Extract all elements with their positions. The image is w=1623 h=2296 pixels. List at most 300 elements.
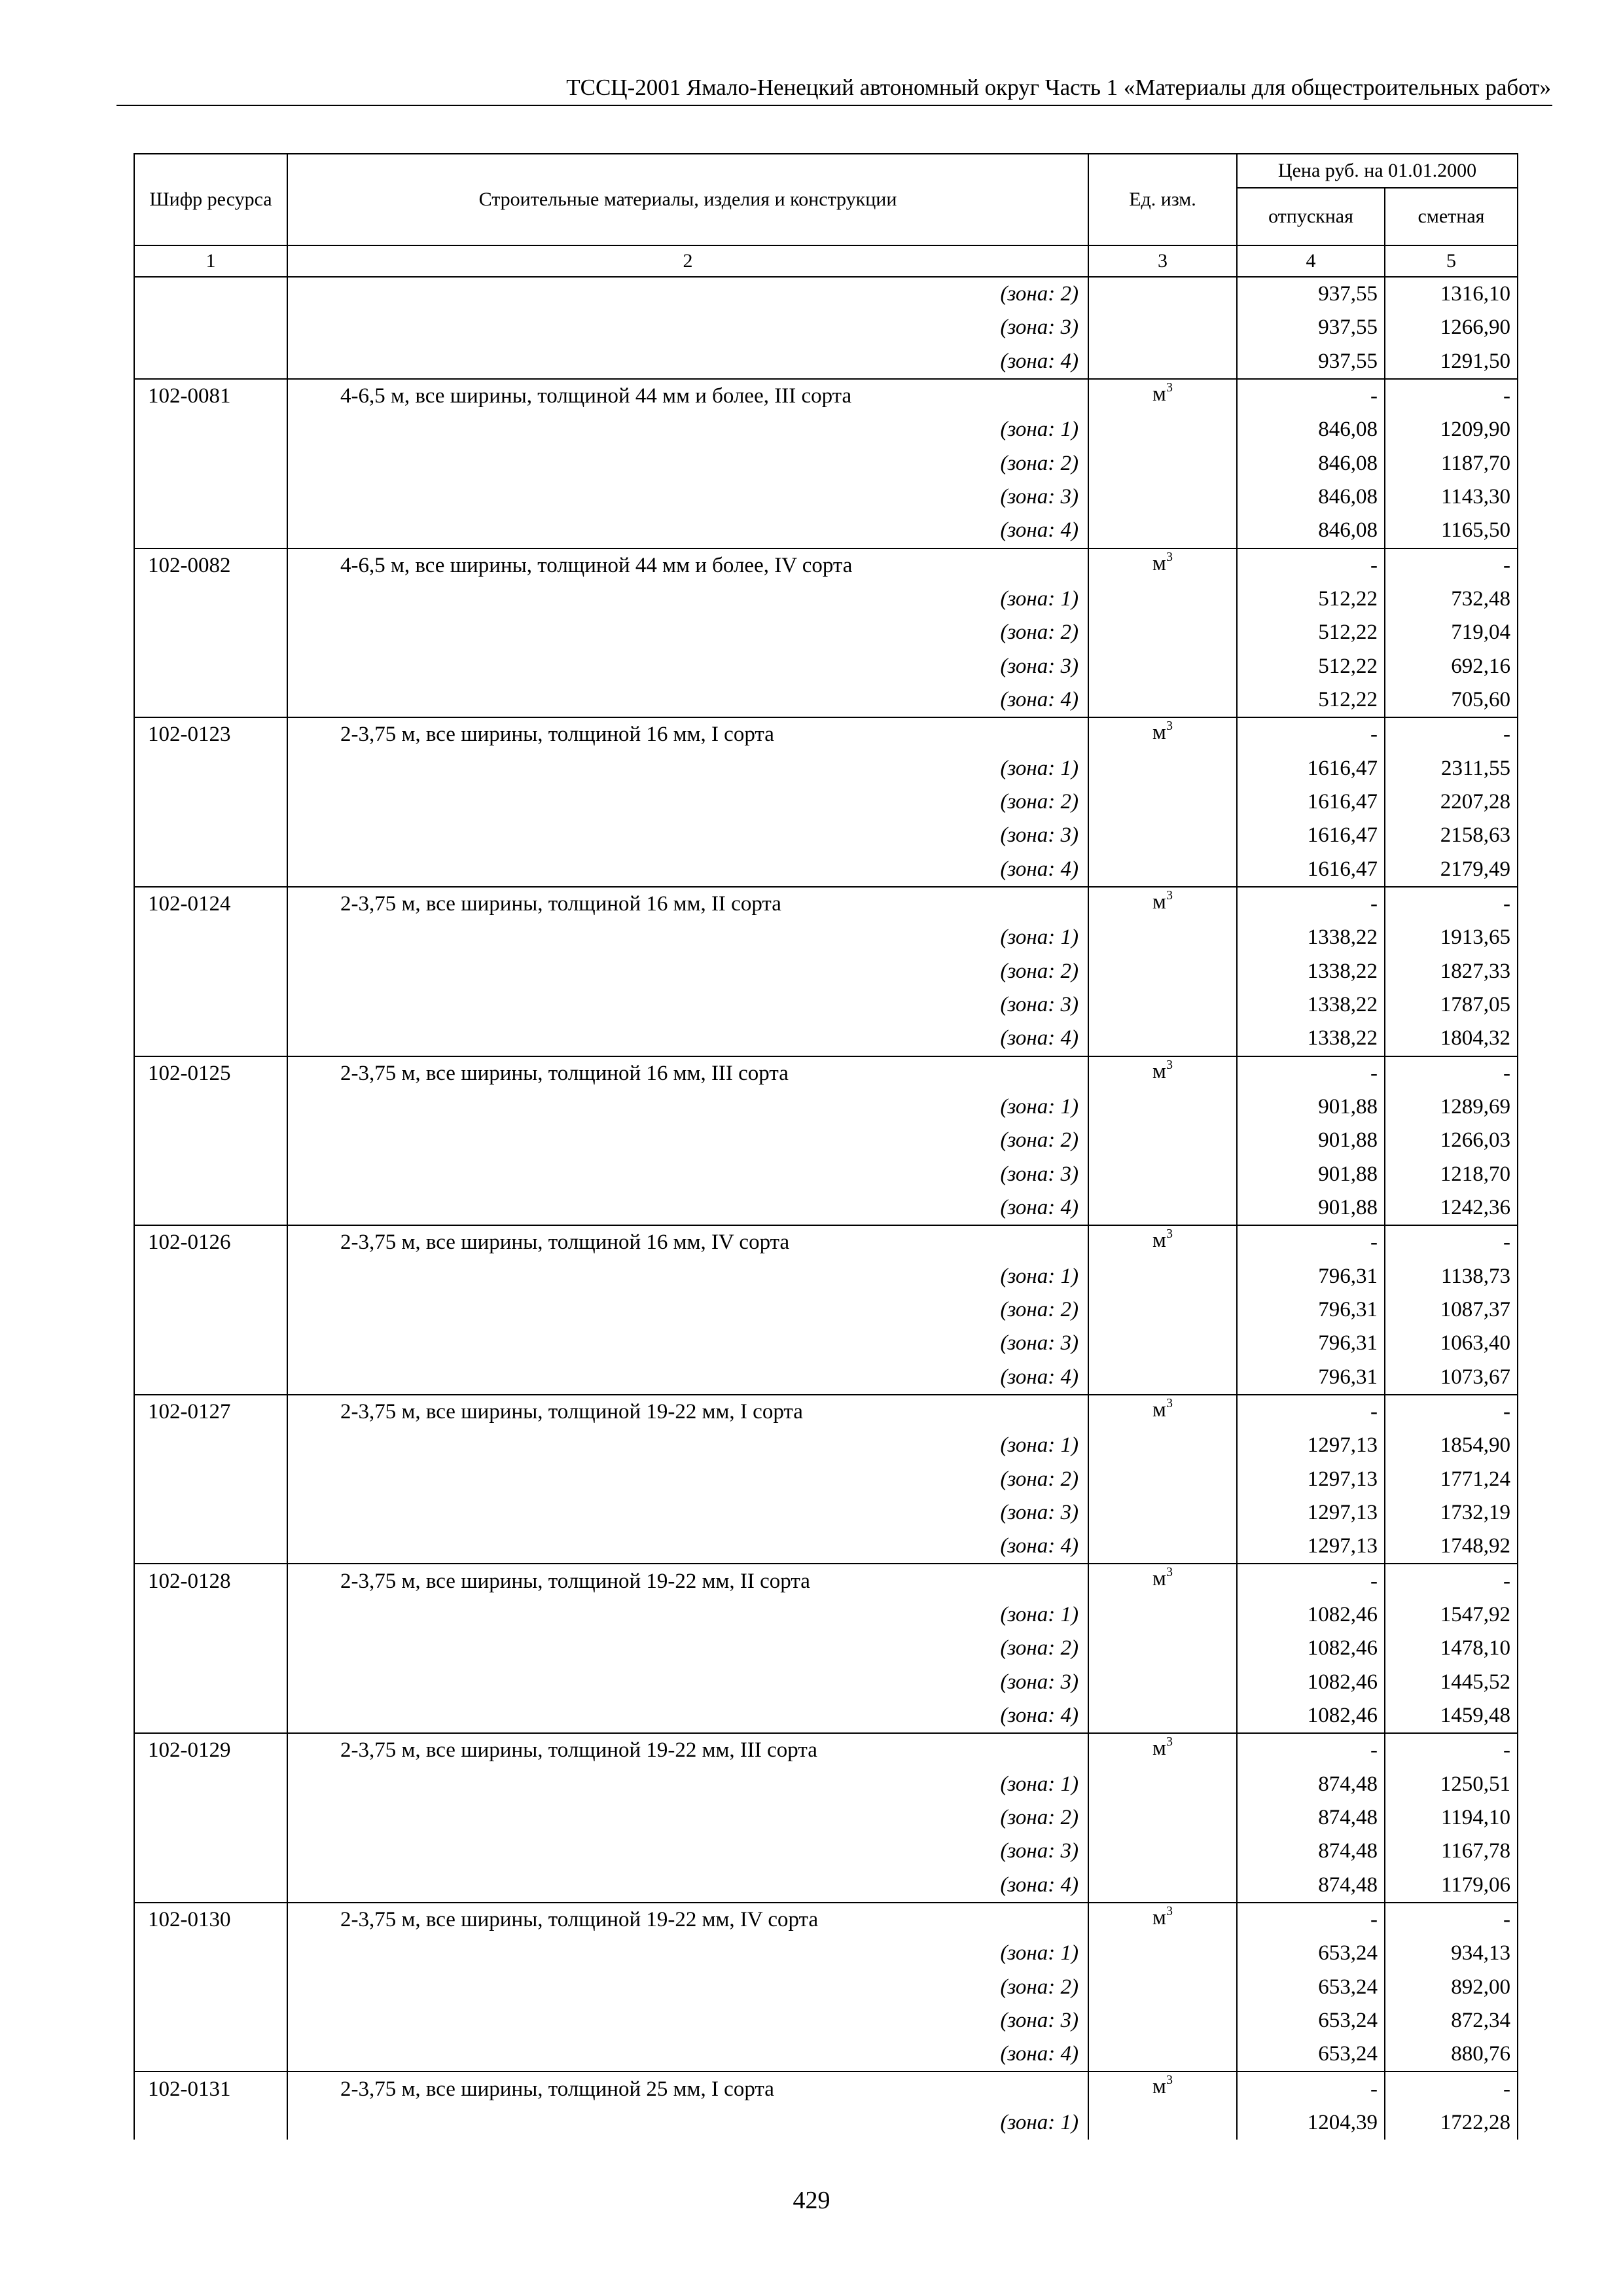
code-cell <box>134 2004 287 2037</box>
release-price: 874,48 <box>1237 1868 1385 1902</box>
estimate-price: 872,34 <box>1385 2004 1518 2037</box>
zone-row <box>134 1260 1518 1293</box>
col-header-name: Строительные материалы, изделия и конструкции <box>287 154 1088 245</box>
resource-unit <box>1088 1733 1237 1767</box>
unit-cell <box>1088 853 1237 887</box>
unit-cell <box>1088 1158 1237 1191</box>
code-cell <box>134 1124 287 1157</box>
zone-row <box>134 1090 1518 1124</box>
zone-label: (зона: 1) <box>287 921 1088 954</box>
resource-name: 2-3,75 м, все ширины, толщиной 16 мм, I сорта <box>287 717 1088 751</box>
resource-row <box>134 1056 1518 1090</box>
estimate-price: 1732,19 <box>1385 1496 1518 1530</box>
estimate-price: 1316,10 <box>1385 277 1518 311</box>
resource-code: 102-0123 <box>134 717 287 751</box>
zone-label: (зона: 1) <box>287 1090 1088 1124</box>
code-cell <box>134 1835 287 1868</box>
release-price: - <box>1237 1903 1385 1937</box>
resource-code: 102-0124 <box>134 887 287 921</box>
zone-label: (зона: 3) <box>287 1327 1088 1360</box>
resource-code: 102-0125 <box>134 1056 287 1090</box>
resource-unit <box>1088 1903 1237 1937</box>
estimate-price: - <box>1385 379 1518 413</box>
estimate-price: 1547,92 <box>1385 1598 1518 1632</box>
zone-row <box>134 921 1518 954</box>
zone-label: (зона: 3) <box>287 650 1088 683</box>
unit-cell <box>1088 447 1237 480</box>
estimate-price: - <box>1385 1733 1518 1767</box>
unit-base: м <box>1152 889 1166 914</box>
code-cell <box>134 616 287 649</box>
zone-row <box>134 1158 1518 1191</box>
unit-cell <box>1088 1260 1237 1293</box>
zone-row <box>134 2004 1518 2037</box>
release-price: 1082,46 <box>1237 1598 1385 1632</box>
code-cell <box>134 1868 287 1902</box>
code-cell <box>134 277 287 311</box>
estimate-price: 1478,10 <box>1385 1632 1518 1665</box>
zone-row <box>134 1632 1518 1665</box>
zone-row <box>134 1801 1518 1835</box>
resource-row <box>134 717 1518 751</box>
code-cell <box>134 955 287 988</box>
col-number-4: 4 <box>1237 245 1385 277</box>
resource-row <box>134 2072 1518 2106</box>
release-price: - <box>1237 379 1385 413</box>
zone-label: (зона: 3) <box>287 1496 1088 1530</box>
resource-code: 102-0129 <box>134 1733 287 1767</box>
release-price: 1297,13 <box>1237 1429 1385 1462</box>
code-cell <box>134 1462 287 1496</box>
zone-row <box>134 311 1518 344</box>
unit-cell <box>1088 1496 1237 1530</box>
unit-exponent: 3 <box>1166 549 1173 564</box>
estimate-price: - <box>1385 1056 1518 1090</box>
release-price: 1297,13 <box>1237 1462 1385 1496</box>
release-price: - <box>1237 887 1385 921</box>
estimate-price: - <box>1385 1395 1518 1429</box>
unit-cell <box>1088 2004 1237 2037</box>
release-price: 846,08 <box>1237 514 1385 548</box>
code-cell <box>134 1293 287 1327</box>
code-cell <box>134 1632 287 1665</box>
code-cell <box>134 1496 287 1530</box>
code-cell <box>134 1801 287 1835</box>
estimate-price: 1459,48 <box>1385 1699 1518 1733</box>
resource-code: 102-0127 <box>134 1395 287 1429</box>
unit-cell <box>1088 819 1237 852</box>
unit-cell <box>1088 1124 1237 1157</box>
zone-row <box>134 514 1518 548</box>
release-price: 1297,13 <box>1237 1496 1385 1530</box>
resource-unit <box>1088 2072 1237 2106</box>
zone-label: (зона: 3) <box>287 988 1088 1022</box>
unit-cell <box>1088 583 1237 616</box>
resource-unit <box>1088 1564 1237 1598</box>
estimate-price: - <box>1385 2072 1518 2106</box>
unit-cell <box>1088 1293 1237 1327</box>
estimate-price: 692,16 <box>1385 650 1518 683</box>
estimate-price: 1242,36 <box>1385 1191 1518 1225</box>
resource-name: 2-3,75 м, все ширины, толщиной 19-22 мм, III сорта <box>287 1733 1088 1767</box>
code-cell <box>134 819 287 852</box>
zone-label: (зона: 2) <box>287 1801 1088 1835</box>
release-price: 1082,46 <box>1237 1699 1385 1733</box>
zone-label: (зона: 3) <box>287 1158 1088 1191</box>
zone-label: (зона: 4) <box>287 1530 1088 1564</box>
col-header-unit: Ед. изм. <box>1088 154 1237 245</box>
release-price: - <box>1237 1225 1385 1259</box>
estimate-price: - <box>1385 548 1518 583</box>
unit-cell <box>1088 921 1237 954</box>
code-cell <box>134 1022 287 1056</box>
release-price: 796,31 <box>1237 1260 1385 1293</box>
code-cell <box>134 1767 287 1801</box>
estimate-price: 1771,24 <box>1385 1462 1518 1496</box>
resource-unit <box>1088 717 1237 751</box>
release-price: 512,22 <box>1237 616 1385 649</box>
resource-unit <box>1088 379 1237 413</box>
resource-row <box>134 887 1518 921</box>
zone-label: (зона: 1) <box>287 1598 1088 1632</box>
unit-cell <box>1088 2037 1237 2072</box>
zone-label: (зона: 1) <box>287 1429 1088 1462</box>
zone-row <box>134 1022 1518 1056</box>
resource-unit <box>1088 1056 1237 1090</box>
unit-cell <box>1088 955 1237 988</box>
code-cell <box>134 1090 287 1124</box>
release-price: 796,31 <box>1237 1361 1385 1395</box>
estimate-price: 1087,37 <box>1385 1293 1518 1327</box>
zone-label: (зона: 3) <box>287 819 1088 852</box>
resource-name: 2-3,75 м, все ширины, толщиной 25 мм, I сорта <box>287 2072 1088 2106</box>
zone-row <box>134 1462 1518 1496</box>
code-cell <box>134 683 287 717</box>
code-cell <box>134 1191 287 1225</box>
resource-name: 2-3,75 м, все ширины, толщиной 16 мм, III сорта <box>287 1056 1088 1090</box>
zone-row <box>134 683 1518 717</box>
unit-cell <box>1088 1090 1237 1124</box>
release-price: 846,08 <box>1237 480 1385 514</box>
unit-cell <box>1088 1530 1237 1564</box>
release-price: 1338,22 <box>1237 1022 1385 1056</box>
unit-cell <box>1088 1632 1237 1665</box>
release-price: 1616,47 <box>1237 819 1385 852</box>
release-price: 1204,39 <box>1237 2106 1385 2140</box>
zone-row <box>134 1124 1518 1157</box>
unit-exponent: 3 <box>1166 719 1173 734</box>
resource-name: 2-3,75 м, все ширины, толщиной 19-22 мм, II сорта <box>287 1564 1088 1598</box>
code-cell <box>134 1665 287 1698</box>
estimate-price: 1827,33 <box>1385 955 1518 988</box>
zone-label: (зона: 2) <box>287 616 1088 649</box>
zone-label: (зона: 2) <box>287 1462 1088 1496</box>
code-cell <box>134 583 287 616</box>
code-cell <box>134 1598 287 1632</box>
zone-row <box>134 1767 1518 1801</box>
estimate-price: 1187,70 <box>1385 447 1518 480</box>
zone-label: (зона: 2) <box>287 447 1088 480</box>
estimate-price: 732,48 <box>1385 583 1518 616</box>
resource-code: 102-0081 <box>134 379 287 413</box>
unit-cell <box>1088 616 1237 649</box>
unit-cell <box>1088 1868 1237 1902</box>
estimate-price: 2158,63 <box>1385 819 1518 852</box>
code-cell <box>134 413 287 446</box>
zone-label: (зона: 4) <box>287 345 1088 379</box>
zone-row <box>134 1191 1518 1225</box>
zone-label: (зона: 4) <box>287 1699 1088 1733</box>
code-cell <box>134 2106 287 2140</box>
running-header: ТССЦ-2001 Ямало-Ненецкий автономный округ Часть 1 «Материалы для общестроительных работ» <box>566 75 1551 100</box>
zone-row <box>134 785 1518 819</box>
unit-base: м <box>1152 721 1166 745</box>
release-price: 874,48 <box>1237 1835 1385 1868</box>
release-price: 846,08 <box>1237 447 1385 480</box>
release-price: 512,22 <box>1237 683 1385 717</box>
zone-label: (зона: 1) <box>287 583 1088 616</box>
unit-base: м <box>1152 1567 1166 1591</box>
resource-code: 102-0126 <box>134 1225 287 1259</box>
unit-cell <box>1088 785 1237 819</box>
col-number-1: 1 <box>134 245 287 277</box>
resource-row <box>134 1564 1518 1598</box>
col-header-estimate: сметная <box>1385 188 1518 245</box>
unit-cell <box>1088 1970 1237 2003</box>
unit-exponent: 3 <box>1166 2073 1173 2088</box>
code-cell <box>134 1530 287 1564</box>
code-cell <box>134 1260 287 1293</box>
code-cell <box>134 1429 287 1462</box>
zone-label: (зона: 4) <box>287 853 1088 887</box>
code-cell <box>134 853 287 887</box>
zone-row <box>134 853 1518 887</box>
zone-label: (зона: 1) <box>287 752 1088 785</box>
zone-row <box>134 1868 1518 1902</box>
zone-label: (зона: 1) <box>287 1767 1088 1801</box>
release-price: 937,55 <box>1237 277 1385 311</box>
resource-name: 4-6,5 м, все ширины, толщиной 44 мм и более, IV сорта <box>287 548 1088 583</box>
unit-exponent: 3 <box>1166 1565 1173 1580</box>
zone-label: (зона: 4) <box>287 1022 1088 1056</box>
resource-name: 2-3,75 м, все ширины, толщиной 19-22 мм, IV сорта <box>287 1903 1088 1937</box>
resource-row <box>134 1225 1518 1259</box>
zone-row <box>134 1530 1518 1564</box>
estimate-price: 1250,51 <box>1385 1767 1518 1801</box>
estimate-price: 934,13 <box>1385 1937 1518 1970</box>
code-cell <box>134 447 287 480</box>
unit-cell <box>1088 1767 1237 1801</box>
resource-code: 102-0131 <box>134 2072 287 2106</box>
estimate-price: 1138,73 <box>1385 1260 1518 1293</box>
release-price: 937,55 <box>1237 311 1385 344</box>
estimate-price: 1913,65 <box>1385 921 1518 954</box>
release-price: - <box>1237 717 1385 751</box>
release-price: - <box>1237 1395 1385 1429</box>
unit-cell <box>1088 1598 1237 1632</box>
estimate-price: - <box>1385 1564 1518 1598</box>
estimate-price: - <box>1385 1903 1518 1937</box>
col-header-release: отпускная <box>1237 188 1385 245</box>
zone-label: (зона: 2) <box>287 785 1088 819</box>
release-price: - <box>1237 1733 1385 1767</box>
zone-row <box>134 1496 1518 1530</box>
unit-base: м <box>1152 2075 1166 2099</box>
estimate-price: 1218,70 <box>1385 1158 1518 1191</box>
release-price: 796,31 <box>1237 1327 1385 1360</box>
estimate-price: 1194,10 <box>1385 1801 1518 1835</box>
release-price: 846,08 <box>1237 413 1385 446</box>
code-cell <box>134 514 287 548</box>
unit-cell <box>1088 1191 1237 1225</box>
estimate-price: 2207,28 <box>1385 785 1518 819</box>
estimate-price: 1143,30 <box>1385 480 1518 514</box>
unit-exponent: 3 <box>1166 1057 1173 1072</box>
zone-label: (зона: 2) <box>287 1124 1088 1157</box>
page-number: 429 <box>793 2187 830 2214</box>
release-price: 1338,22 <box>1237 988 1385 1022</box>
unit-cell <box>1088 514 1237 548</box>
resource-code: 102-0082 <box>134 548 287 583</box>
code-cell <box>134 480 287 514</box>
zone-row <box>134 1699 1518 1733</box>
zone-row <box>134 413 1518 446</box>
estimate-price: 880,76 <box>1385 2037 1518 2072</box>
zone-row <box>134 2106 1518 2140</box>
resource-unit <box>1088 548 1237 583</box>
resource-price-table <box>134 153 1518 2140</box>
estimate-price: - <box>1385 717 1518 751</box>
unit-cell <box>1088 345 1237 379</box>
release-price: 653,24 <box>1237 2004 1385 2037</box>
resource-code: 102-0128 <box>134 1564 287 1598</box>
estimate-price: 1209,90 <box>1385 413 1518 446</box>
estimate-price: 1854,90 <box>1385 1429 1518 1462</box>
unit-base: м <box>1152 551 1166 575</box>
zone-label: (зона: 4) <box>287 1868 1088 1902</box>
zone-row <box>134 616 1518 649</box>
zone-row <box>134 650 1518 683</box>
zone-label: (зона: 2) <box>287 277 1088 311</box>
unit-base: м <box>1152 1059 1166 1083</box>
code-cell <box>134 1970 287 2003</box>
resource-unit <box>1088 887 1237 921</box>
release-price: 653,24 <box>1237 1937 1385 1970</box>
zone-row <box>134 1835 1518 1868</box>
release-price: 901,88 <box>1237 1124 1385 1157</box>
estimate-price: 1167,78 <box>1385 1835 1518 1868</box>
zone-row <box>134 1970 1518 2003</box>
zone-label: (зона: 3) <box>287 480 1088 514</box>
code-cell <box>134 752 287 785</box>
zone-label: (зона: 4) <box>287 1361 1088 1395</box>
estimate-price: - <box>1385 887 1518 921</box>
release-price: 1082,46 <box>1237 1632 1385 1665</box>
zone-row <box>134 583 1518 616</box>
estimate-price: 1165,50 <box>1385 514 1518 548</box>
col-number-3: 3 <box>1088 245 1237 277</box>
release-price: 874,48 <box>1237 1801 1385 1835</box>
release-price: 512,22 <box>1237 650 1385 683</box>
unit-cell <box>1088 1665 1237 1698</box>
resource-unit <box>1088 1225 1237 1259</box>
unit-cell <box>1088 413 1237 446</box>
resource-row <box>134 379 1518 413</box>
estimate-price: 1748,92 <box>1385 1530 1518 1564</box>
code-cell <box>134 1361 287 1395</box>
unit-cell <box>1088 1801 1237 1835</box>
release-price: 1616,47 <box>1237 853 1385 887</box>
unit-cell <box>1088 1699 1237 1733</box>
unit-exponent: 3 <box>1166 1227 1173 1242</box>
estimate-price: - <box>1385 1225 1518 1259</box>
unit-exponent: 3 <box>1166 380 1173 395</box>
zone-label: (зона: 3) <box>287 1665 1088 1698</box>
code-cell <box>134 2037 287 2072</box>
estimate-price: 1266,03 <box>1385 1124 1518 1157</box>
estimate-price: 1289,69 <box>1385 1090 1518 1124</box>
resource-row <box>134 1903 1518 1937</box>
code-cell <box>134 1158 287 1191</box>
unit-base: м <box>1152 1736 1166 1761</box>
unit-exponent: 3 <box>1166 1903 1173 1918</box>
resource-name: 4-6,5 м, все ширины, толщиной 44 мм и более, III сорта <box>287 379 1088 413</box>
estimate-price: 892,00 <box>1385 1970 1518 2003</box>
unit-cell <box>1088 277 1237 311</box>
unit-cell <box>1088 480 1237 514</box>
unit-base: м <box>1152 1229 1166 1253</box>
release-price: - <box>1237 2072 1385 2106</box>
col-header-price-group: Цена руб. на 01.01.2000 <box>1237 154 1518 188</box>
release-price: 937,55 <box>1237 345 1385 379</box>
release-price: 1616,47 <box>1237 752 1385 785</box>
resource-unit <box>1088 1395 1237 1429</box>
release-price: 512,22 <box>1237 583 1385 616</box>
unit-cell <box>1088 650 1237 683</box>
table-body <box>134 277 1518 2140</box>
code-cell <box>134 1699 287 1733</box>
estimate-price: 2311,55 <box>1385 752 1518 785</box>
col-number-5: 5 <box>1385 245 1518 277</box>
unit-cell <box>1088 1022 1237 1056</box>
unit-exponent: 3 <box>1166 1395 1173 1410</box>
release-price: 1338,22 <box>1237 921 1385 954</box>
zone-label: (зона: 1) <box>287 1260 1088 1293</box>
zone-label: (зона: 2) <box>287 1293 1088 1327</box>
resource-name: 2-3,75 м, все ширины, толщиной 16 мм, II сорта <box>287 887 1088 921</box>
resource-name: 2-3,75 м, все ширины, толщиной 16 мм, IV сорта <box>287 1225 1088 1259</box>
zone-row <box>134 752 1518 785</box>
zone-row <box>134 1361 1518 1395</box>
unit-cell <box>1088 1361 1237 1395</box>
resource-row <box>134 548 1518 583</box>
zone-label: (зона: 4) <box>287 2037 1088 2072</box>
estimate-price: 1722,28 <box>1385 2106 1518 2140</box>
zone-row <box>134 447 1518 480</box>
code-cell <box>134 785 287 819</box>
estimate-price: 1266,90 <box>1385 311 1518 344</box>
code-cell <box>134 311 287 344</box>
release-price: 1082,46 <box>1237 1665 1385 1698</box>
code-cell <box>134 921 287 954</box>
zone-row <box>134 345 1518 379</box>
col-number-2: 2 <box>287 245 1088 277</box>
code-cell <box>134 1327 287 1360</box>
zone-row <box>134 1937 1518 1970</box>
release-price: 1338,22 <box>1237 955 1385 988</box>
zone-label: (зона: 4) <box>287 1191 1088 1225</box>
unit-exponent: 3 <box>1166 1734 1173 1749</box>
